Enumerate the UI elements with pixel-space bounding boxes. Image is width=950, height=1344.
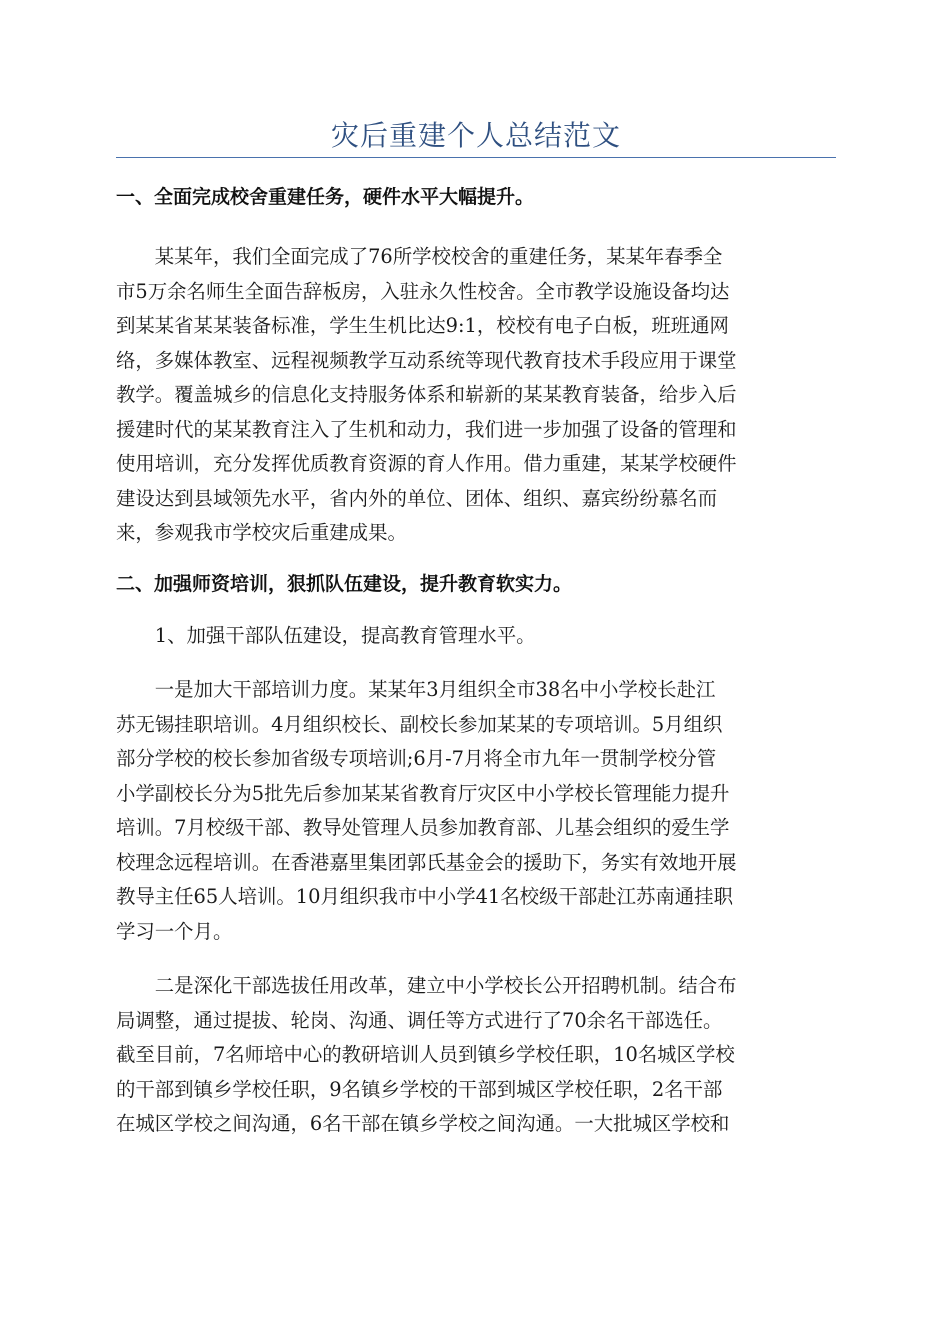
paragraph-line: 来，参观我市学校灾后重建成果。 (116, 521, 407, 544)
section-1-paragraph (116, 240, 836, 551)
document-title: 灾后重建个人总结范文 (330, 119, 621, 152)
paragraph-line: 某某年，我们全面完成了76所学校校舍的重建任务，某某年春季全 (154, 245, 723, 268)
section-heading-2: 二、加强师资培训，狠抓队伍建设，提升教育软实力。 (116, 572, 573, 595)
paragraph-line: 的干部到镇乡学校任职，9名镇乡学校的干部到城区学校任职，2名干部 (116, 1077, 723, 1101)
document-page (116, 0, 836, 1142)
paragraph-line: 络，多媒体教室、远程视频教学互动系统等现代教育技术手段应用于课堂 (116, 348, 737, 372)
paragraph-line: 校理念远程培训。在香港嘉里集团郭氏基金会的援助下，务实有效地开展 (116, 850, 737, 874)
section-heading-1: 一、全面完成校舍重建任务，硬件水平大幅提升。 (116, 186, 535, 208)
paragraph-line: 教学。覆盖城乡的信息化支持服务体系和崭新的某某教育装备，给步入后 (116, 383, 737, 406)
paragraph-line: 小学副校长分为5批先后参加某某省教育厅灾区中小学校长管理能力提升 (116, 781, 730, 805)
paragraph-line: 学习一个月。 (116, 919, 233, 943)
paragraph-line: 市5万余名师生全面告辞板房，入驻永久性校舍。全市教学设施设备均达 (116, 279, 730, 303)
paragraph-line: 一是加大干部培训力度。某某年3月组织全市38名中小学校长赴江 (154, 678, 716, 701)
paragraph-line: 二是深化干部选拔任用改革，建立中小学校长公开招聘机制。结合布 (154, 974, 737, 997)
paragraph-line: 援建时代的某某教育注入了生机和动力，我们进一步加强了设备的管理和 (116, 417, 737, 441)
section-2-paragraph-2 (116, 969, 836, 1142)
paragraph-line: 在城区学校之间沟通，6名干部在镇乡学校之间沟通。一大批城区学校和 (116, 1112, 730, 1135)
paragraph-line: 教导主任65人培训。10月组织我市中小学41名校级干部赴江苏南通挂职 (116, 885, 733, 908)
paragraph-line: 截至目前，7名师培中心的教研培训人员到镇乡学校任职，10名城区学校 (116, 1043, 735, 1066)
section-2-paragraph-1 (116, 673, 836, 949)
paragraph-line: 使用培训，充分发挥优质教育资源的育人作用。借力重建，某某学校硬件 (116, 452, 737, 475)
title-underline (116, 157, 836, 158)
paragraph-line: 部分学校的校长参加省级专项培训;6月-7月将全市九年一贯制学校分管 (116, 747, 717, 770)
paragraph-line: 建设达到县域领先水平，省内外的单位、团体、组织、嘉宾纷纷慕名而 (116, 486, 718, 510)
paragraph-line: 培训。7月校级干部、教导处管理人员参加教育部、儿基会组织的爱生学 (116, 816, 730, 839)
paragraph-line: 局调整，通过提拔、轮岗、沟通、调任等方式进行了70余名干部选任。 (116, 1008, 723, 1032)
paragraph-line: 苏无锡挂职培训。4月组织校长、副校长参加某某的专项培训。5月组织 (116, 712, 723, 736)
paragraph-line: 到某某省某某装备标准，学生生机比达9:1，校校有电子白板，班班通网 (116, 314, 729, 337)
subsection-heading: 1、加强干部队伍建设，提高教育管理水平。 (154, 623, 536, 647)
